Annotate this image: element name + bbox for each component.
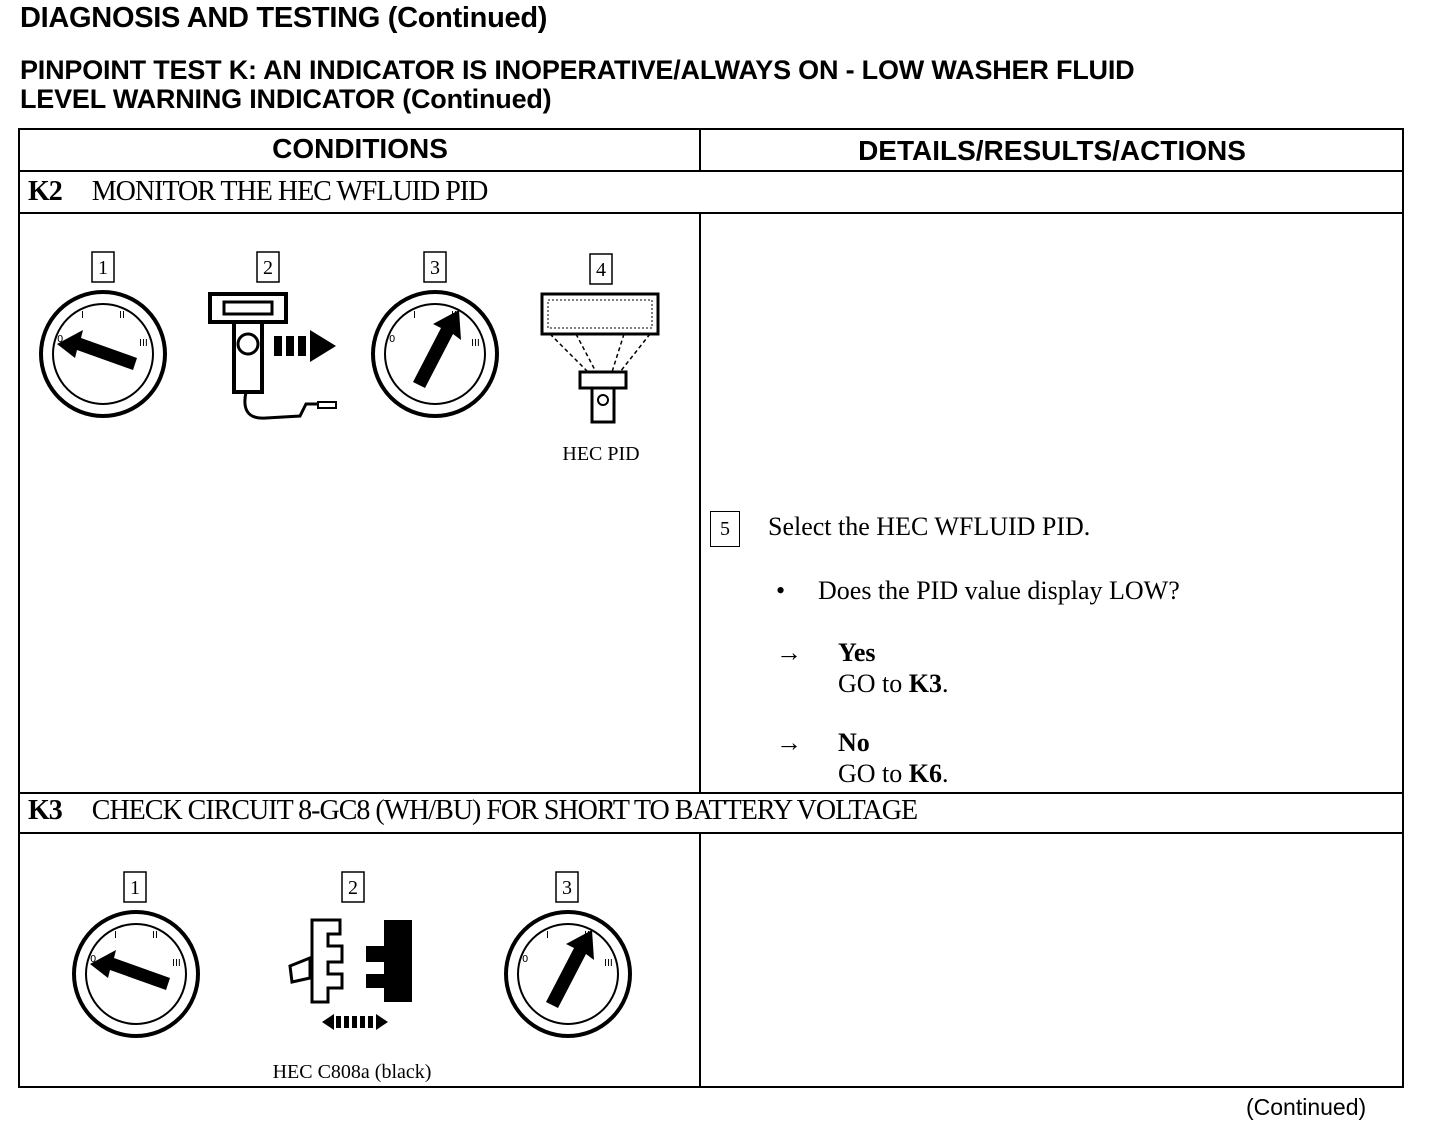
section-title: DIAGNOSIS AND TESTING (Continued): [20, 2, 548, 34]
figure-label: 1: [98, 257, 108, 279]
step-k2-figure: [20, 214, 698, 554]
yes-label: Yes: [838, 638, 876, 667]
ignition-switch-on-icon: [506, 912, 630, 1036]
svg-text:II: II: [119, 310, 125, 321]
svg-text:II: II: [152, 930, 158, 941]
svg-text:0: 0: [522, 954, 529, 965]
ignition-switch-off-icon: [41, 292, 165, 416]
pinpoint-title-line-2: LEVEL WARNING INDICATOR (Continued): [20, 84, 552, 114]
pinpoint-test-title: [20, 56, 1134, 114]
ignition-switch-on-icon: [373, 292, 497, 416]
svg-text:I: I: [114, 930, 117, 941]
step-k2-action: [710, 511, 1090, 547]
table-divider: [699, 832, 701, 1088]
svg-text:I: I: [413, 310, 416, 321]
figure-label: 1: [130, 877, 140, 899]
svg-text:0: 0: [389, 334, 396, 345]
svg-text:III: III: [471, 338, 480, 349]
connector-disconnect-icon: [290, 920, 412, 1030]
table-divider: [699, 212, 701, 792]
step-k2-figure-caption: HEC PID: [562, 443, 640, 465]
figure-label: 4: [596, 259, 606, 281]
step-k3-title: [28, 795, 917, 827]
no-action-text: GO to: [838, 759, 903, 788]
action-text: Select the HEC WFLUID PID.: [768, 511, 1091, 541]
step-k2-title: [28, 176, 487, 208]
step-k2-yes-branch: → Yes GO to K3.: [776, 638, 949, 698]
continued-footer: (Continued): [1246, 1094, 1367, 1120]
step-k3-figure-caption: HEC C808a (black): [272, 1061, 432, 1083]
pinpoint-test-table: [18, 128, 1404, 1088]
no-target-step[interactable]: K6: [908, 759, 943, 788]
figure-label: 2: [348, 877, 358, 899]
svg-text:III: III: [604, 958, 613, 969]
step-k3-figure: [20, 834, 698, 1086]
svg-text:III: III: [139, 338, 148, 349]
question-text: Does the PID value display LOW?: [818, 576, 1180, 605]
step-k3-id: K3: [28, 795, 62, 826]
figure-label: 3: [562, 877, 572, 899]
figure-label: 3: [430, 257, 440, 279]
yes-action-text: GO to: [838, 669, 903, 698]
details-column-header: DETAILS/RESULTS/ACTIONS: [858, 135, 1246, 166]
figure-label: 2: [263, 257, 273, 279]
ignition-switch-off-icon: [74, 912, 198, 1036]
no-label: No: [838, 728, 870, 757]
bullet-icon: •: [776, 576, 786, 605]
conditions-column-header: CONDITIONS: [272, 133, 448, 164]
arrow-icon: →: [776, 728, 802, 757]
step-k2-title-text: MONITOR THE HEC WFLUID PID: [91, 176, 488, 207]
step-k2-id: K2: [28, 176, 62, 207]
step-k2-no-branch: → No GO to K6.: [776, 728, 949, 788]
action-step-number: 5: [710, 511, 740, 547]
arrow-icon: →: [776, 638, 802, 667]
scan-tool-connect-icon: [210, 294, 336, 418]
svg-text:0: 0: [57, 334, 64, 345]
scan-tool-display-icon: [542, 294, 658, 422]
table-divider: [20, 170, 1402, 172]
svg-text:I: I: [546, 930, 549, 941]
step-k3-title-text: CHECK CIRCUIT 8-GC8 (WH/BU) FOR SHORT TO BATTERY VOLTAGE: [91, 795, 918, 826]
yes-target-step[interactable]: K3: [908, 669, 943, 698]
svg-text:0: 0: [90, 954, 97, 965]
pinpoint-title-line-1: PINPOINT TEST K: AN INDICATOR IS INOPERATIVE/ALWAYS ON - LOW WASHER FLUID: [20, 55, 1135, 85]
table-divider: [20, 792, 1402, 794]
table-divider: [699, 130, 701, 172]
step-k2-question: [776, 576, 1180, 606]
svg-text:III: III: [172, 958, 181, 969]
svg-text:I: I: [81, 310, 84, 321]
